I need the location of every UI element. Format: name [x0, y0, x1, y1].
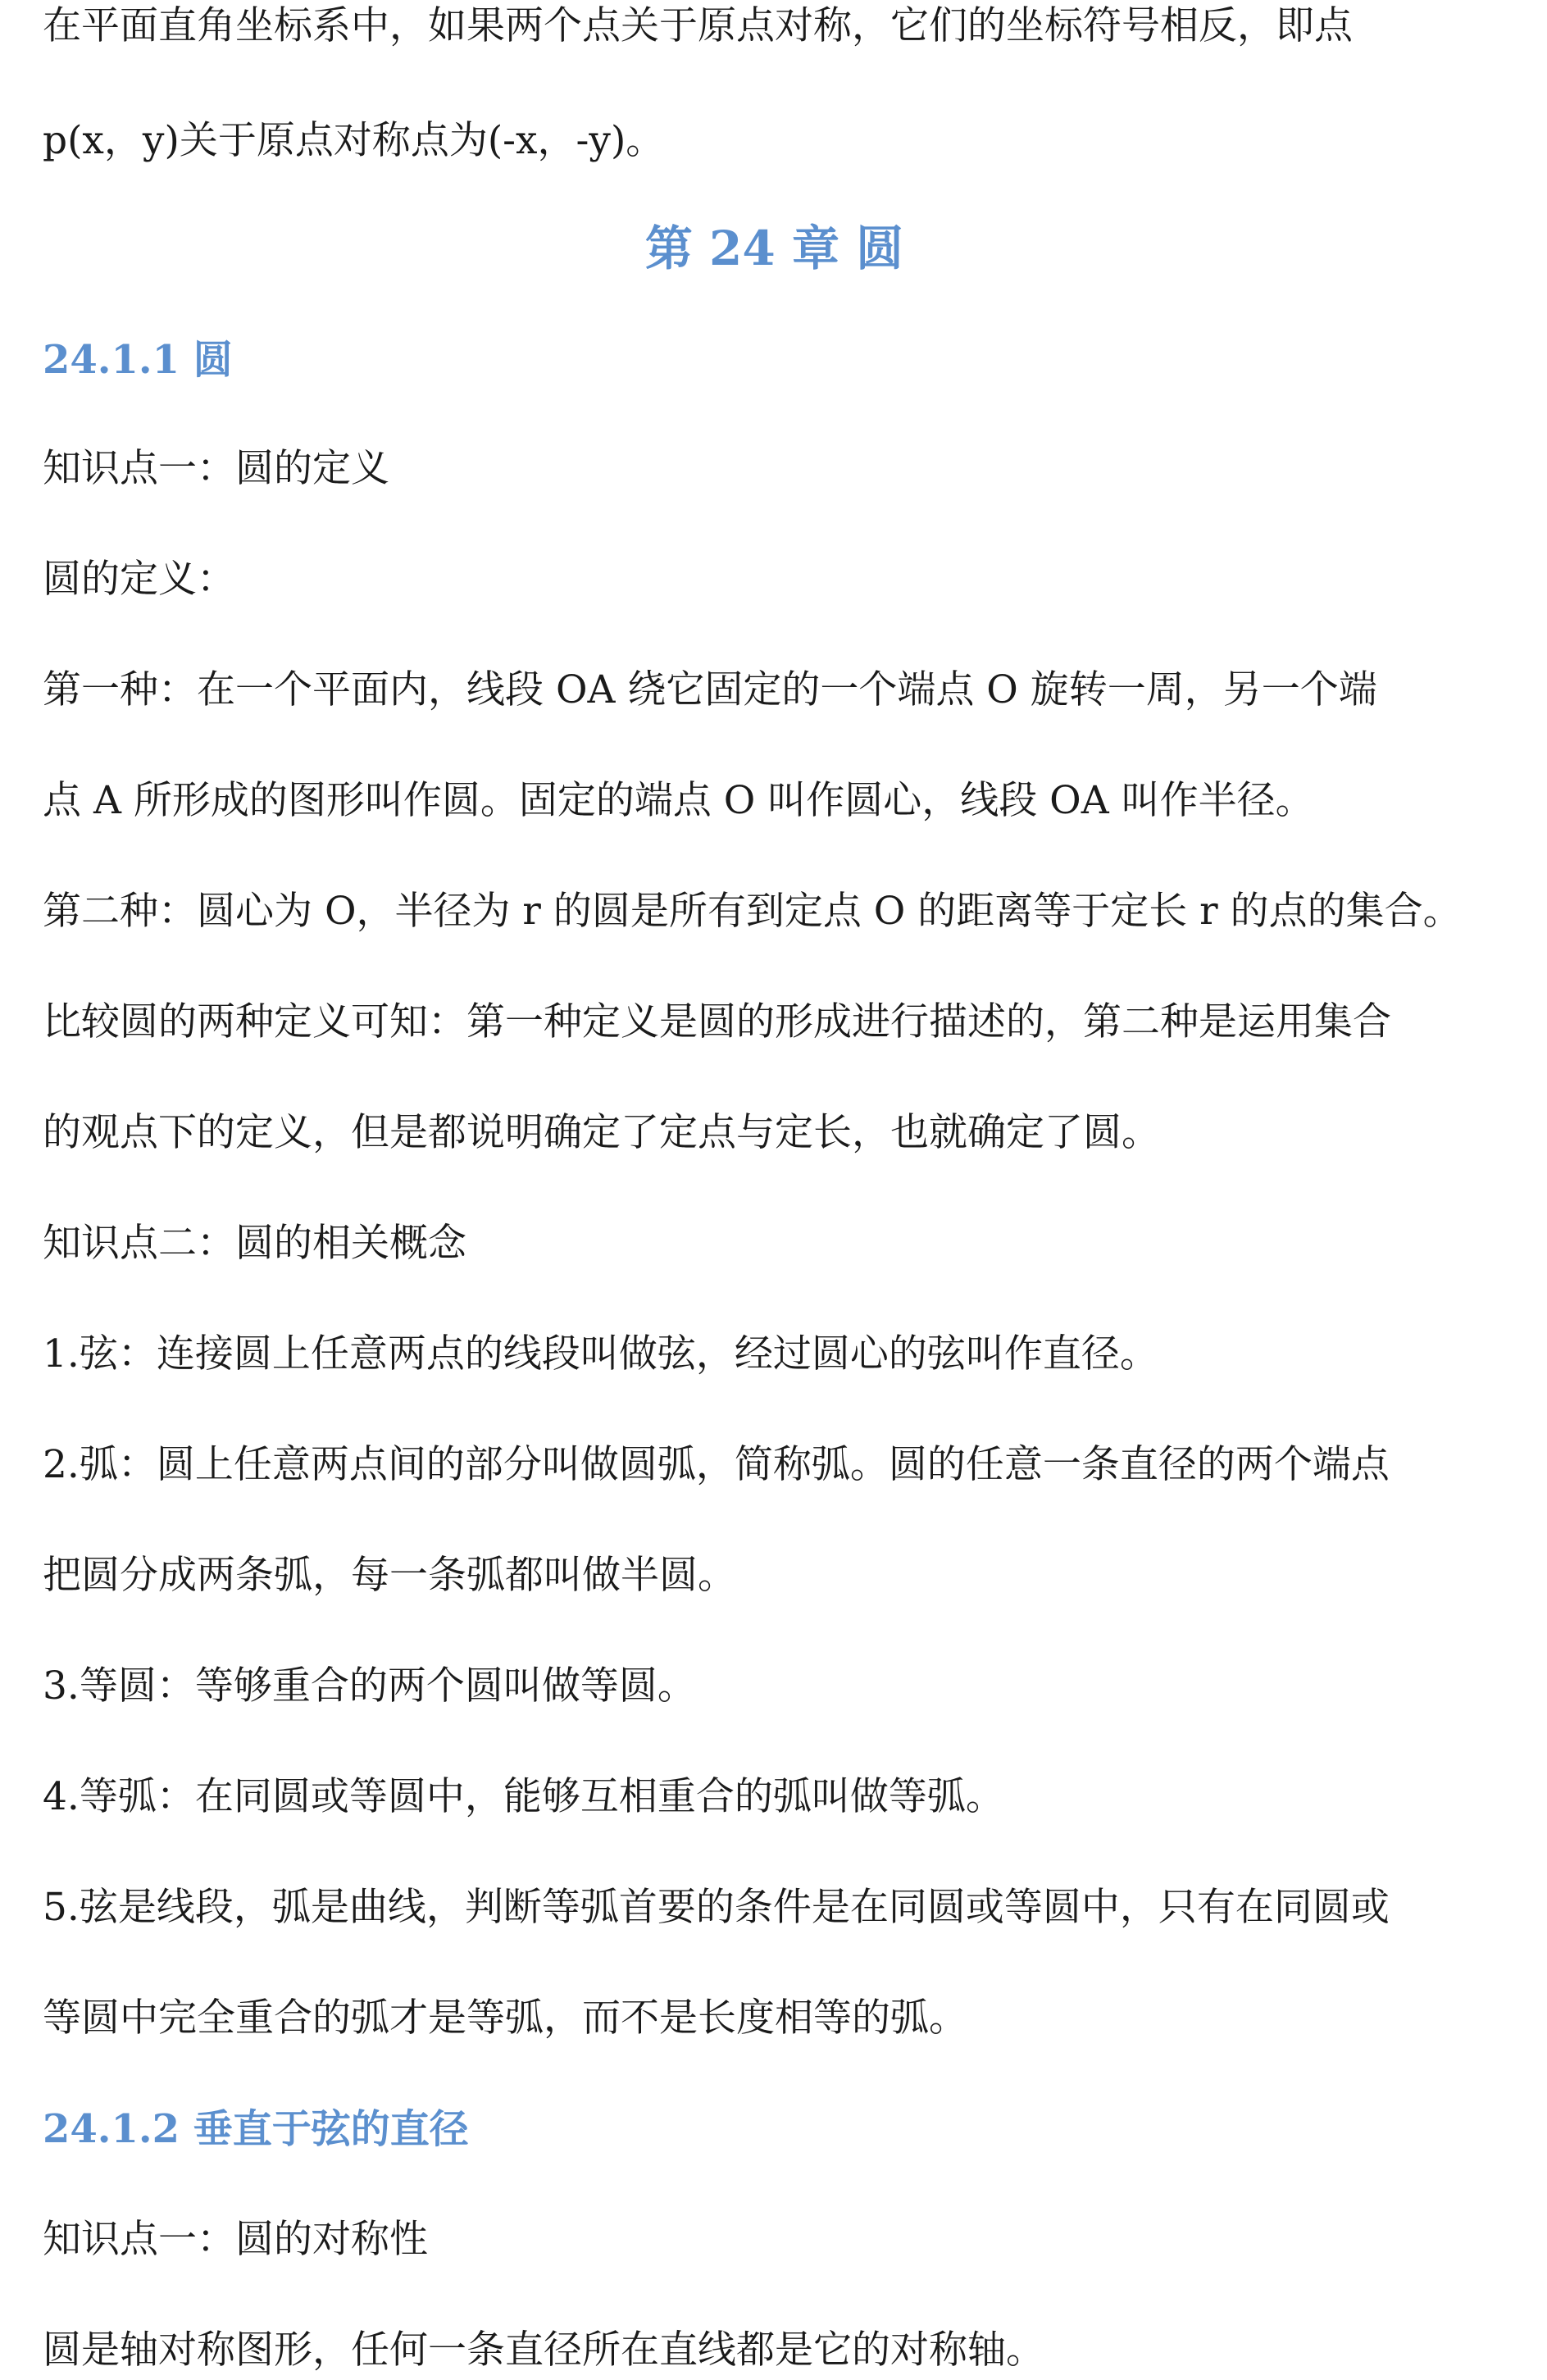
list-item-arc-line-1: 2.弧：圆上任意两点间的部分叫做圆弧，简称弧。圆的任意一条直径的两个端点 [43, 1442, 1390, 1487]
section-heading-24-1-2: 24.1.2 垂直于弦的直径 [43, 2106, 469, 2152]
knowledge-point-title: 知识点二：圆的相关概念 [43, 1221, 466, 1266]
definition-1-line-2: 点 A 所形成的图形叫作圆。固定的端点 O 叫作圆心，线段 OA 叫作半径。 [43, 778, 1314, 823]
symmetry-paragraph: 圆是轴对称图形，任何一条直径所在直线都是它的对称轴。 [43, 2328, 1044, 2373]
definition-title: 圆的定义： [43, 557, 235, 602]
list-item-arc-line-2: 把圆分成两条弧，每一条弧都叫做半圆。 [43, 1553, 736, 1598]
knowledge-point-title: 知识点一：圆的定义 [43, 446, 389, 491]
definition-1-line-1: 第一种：在一个平面内，线段 OA 绕它固定的一个端点 O 旋转一周，另一个端 [43, 667, 1377, 712]
definition-2: 第二种：圆心为 O，半径为 r 的圆是所有到定点 O 的距离等于定长 r 的点的集合。 [43, 889, 1462, 934]
section-heading-24-1-1: 24.1.1 圆 [43, 337, 233, 383]
list-item-note-line-1: 5.弦是线段，弧是曲线，判断等弧首要的条件是在同圆或等圆中，只有在同圆或 [43, 1885, 1390, 1930]
intro-paragraph-line-2: p(x，y)关于原点对称点为(-x，-y)。 [43, 118, 665, 163]
knowledge-point-title: 知识点一：圆的对称性 [43, 2217, 428, 2262]
comparison-line-2: 的观点下的定义，但是都说明确定了定点与定长，也就确定了圆。 [43, 1110, 1160, 1155]
list-item-equal-arcs: 4.等弧：在同圆或等圆中，能够互相重合的弧叫做等弧。 [43, 1774, 1004, 1819]
comparison-line-1: 比较圆的两种定义可知：第一种定义是圆的形成进行描述的，第二种是运用集合 [43, 999, 1391, 1044]
intro-paragraph-line-1: 在平面直角坐标系中，如果两个点关于原点对称，它们的坐标符号相反，即点 [43, 3, 1353, 48]
list-item-equal-circles: 3.等圆：等够重合的两个圆叫做等圆。 [43, 1663, 696, 1709]
chapter-title: 第 24 章 圆 [644, 221, 904, 276]
list-item-note-line-2: 等圆中完全重合的弧才是等弧，而不是长度相等的弧。 [43, 1995, 967, 2041]
list-item-chord: 1.弦：连接圆上任意两点的线段叫做弦，经过圆心的弦叫作直径。 [43, 1331, 1158, 1377]
